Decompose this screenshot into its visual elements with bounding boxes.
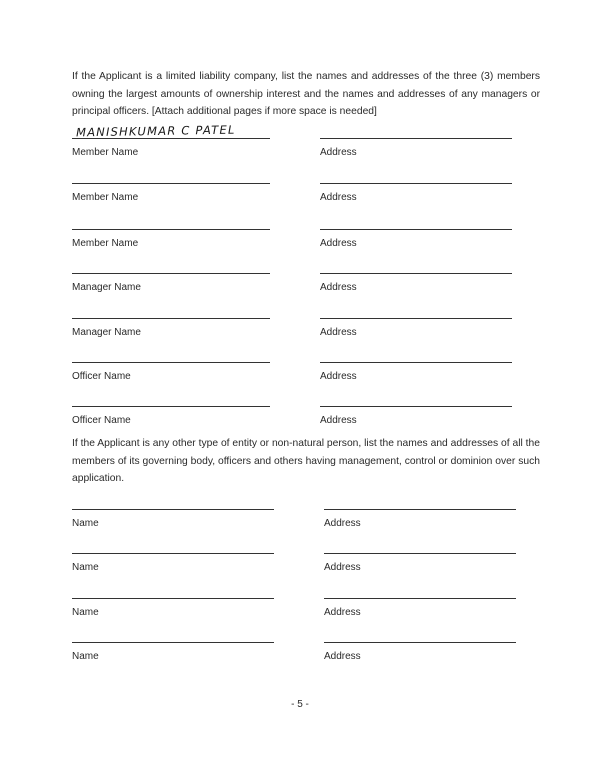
officer-name-field[interactable]	[72, 362, 270, 363]
name-field[interactable]	[72, 598, 274, 599]
page-number: - 5 -	[291, 699, 309, 710]
name-field[interactable]	[72, 509, 274, 510]
address-field[interactable]	[320, 229, 512, 230]
address-label: Address	[320, 415, 357, 426]
address-field[interactable]	[320, 138, 512, 139]
form-row	[0, 598, 600, 628]
name-label: Name	[72, 651, 99, 662]
name-label: Name	[72, 562, 99, 573]
member-name-label: Member Name	[72, 238, 139, 249]
name-field[interactable]	[72, 642, 274, 643]
form-row	[0, 318, 600, 348]
form-row	[0, 362, 600, 392]
manager-name-field[interactable]	[72, 318, 270, 319]
member-name-field[interactable]	[72, 122, 270, 140]
member-name-field[interactable]	[72, 229, 270, 230]
member-name-field[interactable]	[72, 183, 270, 184]
name-label: Name	[72, 518, 99, 529]
address-field[interactable]	[320, 406, 512, 407]
officer-name-label: Officer Name	[72, 415, 131, 426]
address-label: Address	[320, 192, 357, 203]
address-label: Address	[324, 607, 361, 618]
address-label: Address	[320, 147, 357, 158]
address-label: Address	[320, 371, 357, 382]
form-row	[0, 229, 600, 259]
llc-instructions: If the Applicant is a limited liability company, list the names and addresses of the three (3) members owning the largest amounts of ownership interest and the names and addresses of any managers or principal officers. [Attach additional pages if more space is needed]	[72, 71, 540, 117]
form-row	[0, 509, 600, 539]
manager-name-label: Manager Name	[72, 282, 141, 293]
member-name-label: Member Name	[72, 192, 139, 203]
address-field[interactable]	[320, 362, 512, 363]
address-field[interactable]	[324, 509, 516, 510]
officer-name-field[interactable]	[72, 406, 270, 407]
form-row	[0, 273, 600, 303]
other-entity-instructions: If the Applicant is any other type of entity or non-natural person, list the names and addresses of all the members of its governing body, officers and others having management, control or dominion over such application.	[72, 438, 540, 484]
handwritten-name-value: MANISHKUMAR C PATEL	[75, 122, 236, 140]
form-row	[0, 122, 600, 168]
address-field[interactable]	[320, 183, 512, 184]
form-row	[0, 642, 600, 672]
member-name-label: Member Name	[72, 147, 139, 158]
form-row	[0, 553, 600, 583]
address-field[interactable]	[324, 642, 516, 643]
address-label: Address	[320, 238, 357, 249]
address-label: Address	[324, 518, 361, 529]
address-field[interactable]	[320, 318, 512, 319]
address-label: Address	[324, 562, 361, 573]
address-label: Address	[320, 282, 357, 293]
address-field[interactable]	[320, 273, 512, 274]
address-field[interactable]	[324, 598, 516, 599]
officer-name-label: Officer Name	[72, 371, 131, 382]
name-field[interactable]	[72, 553, 274, 554]
address-field[interactable]	[324, 553, 516, 554]
manager-name-label: Manager Name	[72, 327, 141, 338]
name-label: Name	[72, 607, 99, 618]
form-row	[0, 183, 600, 213]
form-row	[0, 406, 600, 436]
manager-name-field[interactable]	[72, 273, 270, 274]
address-label: Address	[324, 651, 361, 662]
address-label: Address	[320, 327, 357, 338]
